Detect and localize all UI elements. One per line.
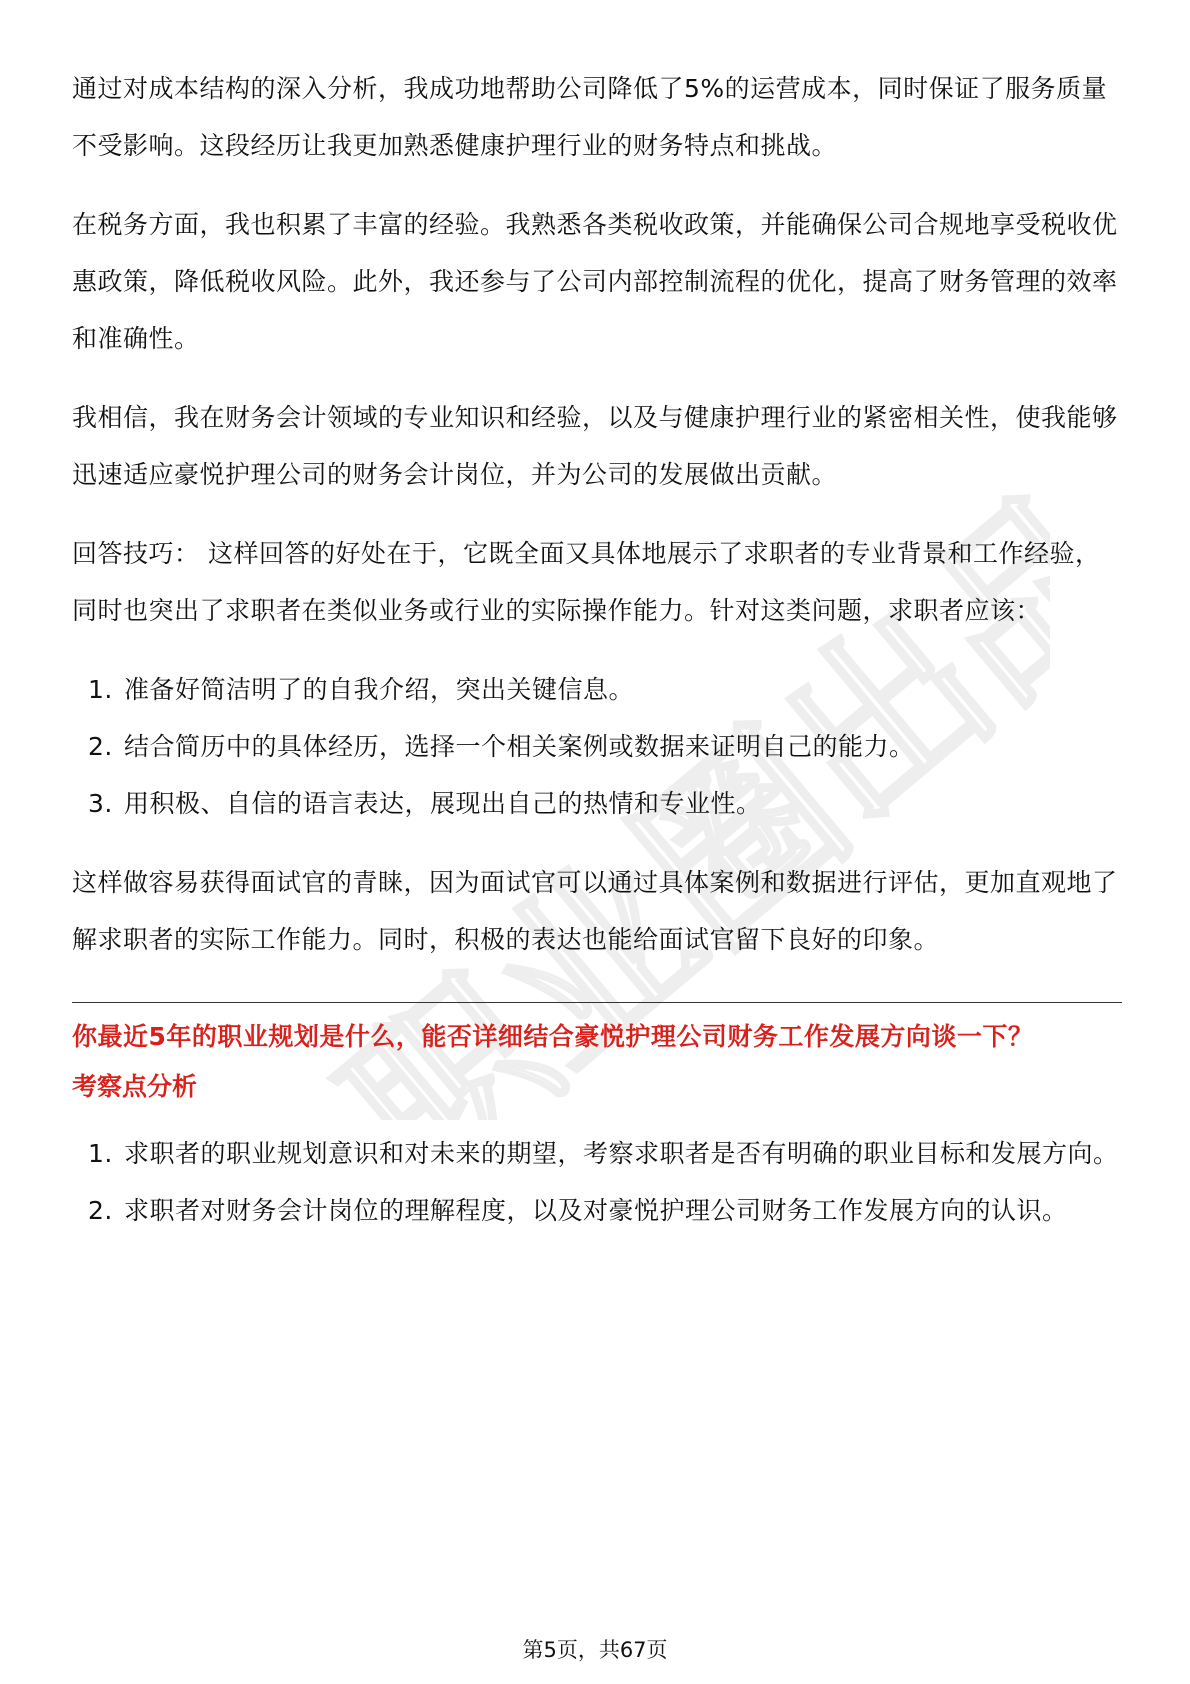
list-number: 3. <box>88 789 113 818</box>
paragraph-belief: 我相信，我在财务会计领域的专业知识和经验，以及与健康护理行业的紧密相关性，使我能够迅速适应豪悦护理公司的财务会计岗位，并为公司的发展做出贡献。 <box>72 403 1118 489</box>
paragraph-cost-analysis: 通过对成本结构的深入分析，我成功地帮助公司降低了5%的运营成本，同时保证了服务质量不受影响。这段经历让我更加熟悉健康护理行业的财务特点和挑战。 <box>72 74 1108 160</box>
list-number: 2. <box>88 1196 113 1225</box>
list-item <box>72 1182 1122 1239</box>
paragraph-closing: 这样做容易获得面试官的青睐，因为面试官可以通过具体案例和数据进行评估，更加直观地了解求职者的实际工作能力。同时，积极的表达也能给面试官留下良好的印象。 <box>72 868 1118 954</box>
list-item-text: 准备好简洁明了的自我介绍，突出关键信息。 <box>124 675 635 704</box>
list-item-text: 结合简历中的具体经历，选择一个相关案例或数据来证明自己的能力。 <box>124 732 915 761</box>
list-item <box>72 1125 1122 1182</box>
list-number: 1. <box>88 1139 113 1168</box>
list-item <box>72 661 1122 718</box>
analysis-heading: 考察点分析 <box>72 1072 198 1101</box>
paragraph-tax-experience: 在税务方面，我也积累了丰富的经验。我熟悉各类税收政策，并能确保公司合规地享受税收优惠政策，降低税收风险。此外，我还参与了公司内部控制流程的优化，提高了财务管理的效率和准确性。 <box>72 210 1118 353</box>
list-item <box>72 775 1122 832</box>
watermark-text: 职业圈出品 <box>307 448 1050 1120</box>
list-number: 2. <box>88 732 113 761</box>
list-number: 1. <box>88 675 113 704</box>
page-footer: 第5页，共67页 <box>522 1638 668 1662</box>
tips-list <box>72 661 1122 832</box>
document-page <box>72 60 1122 1239</box>
analysis-points-list <box>72 1125 1122 1239</box>
list-item-text: 求职者的职业规划意识和对未来的期望，考察求职者是否有明确的职业目标和发展方向。 <box>124 1139 1119 1168</box>
list-item-text: 用积极、自信的语言表达，展现出自己的热情和专业性。 <box>124 789 762 818</box>
list-item-text: 求职者对财务会计岗位的理解程度，以及对豪悦护理公司财务工作发展方向的认识。 <box>124 1196 1068 1225</box>
list-item <box>72 718 1122 775</box>
question-title: 你最近5年的职业规划是什么，能否详细结合豪悦护理公司财务工作发展方向谈一下？ <box>72 1022 1034 1051</box>
paragraph-answer-tips: 回答技巧： 这样回答的好处在于，它既全面又具体地展示了求职者的专业背景和工作经验，同时也突出了求职者在类似业务或行业的实际操作能力。针对这类问题，求职者应该： <box>72 539 1101 625</box>
